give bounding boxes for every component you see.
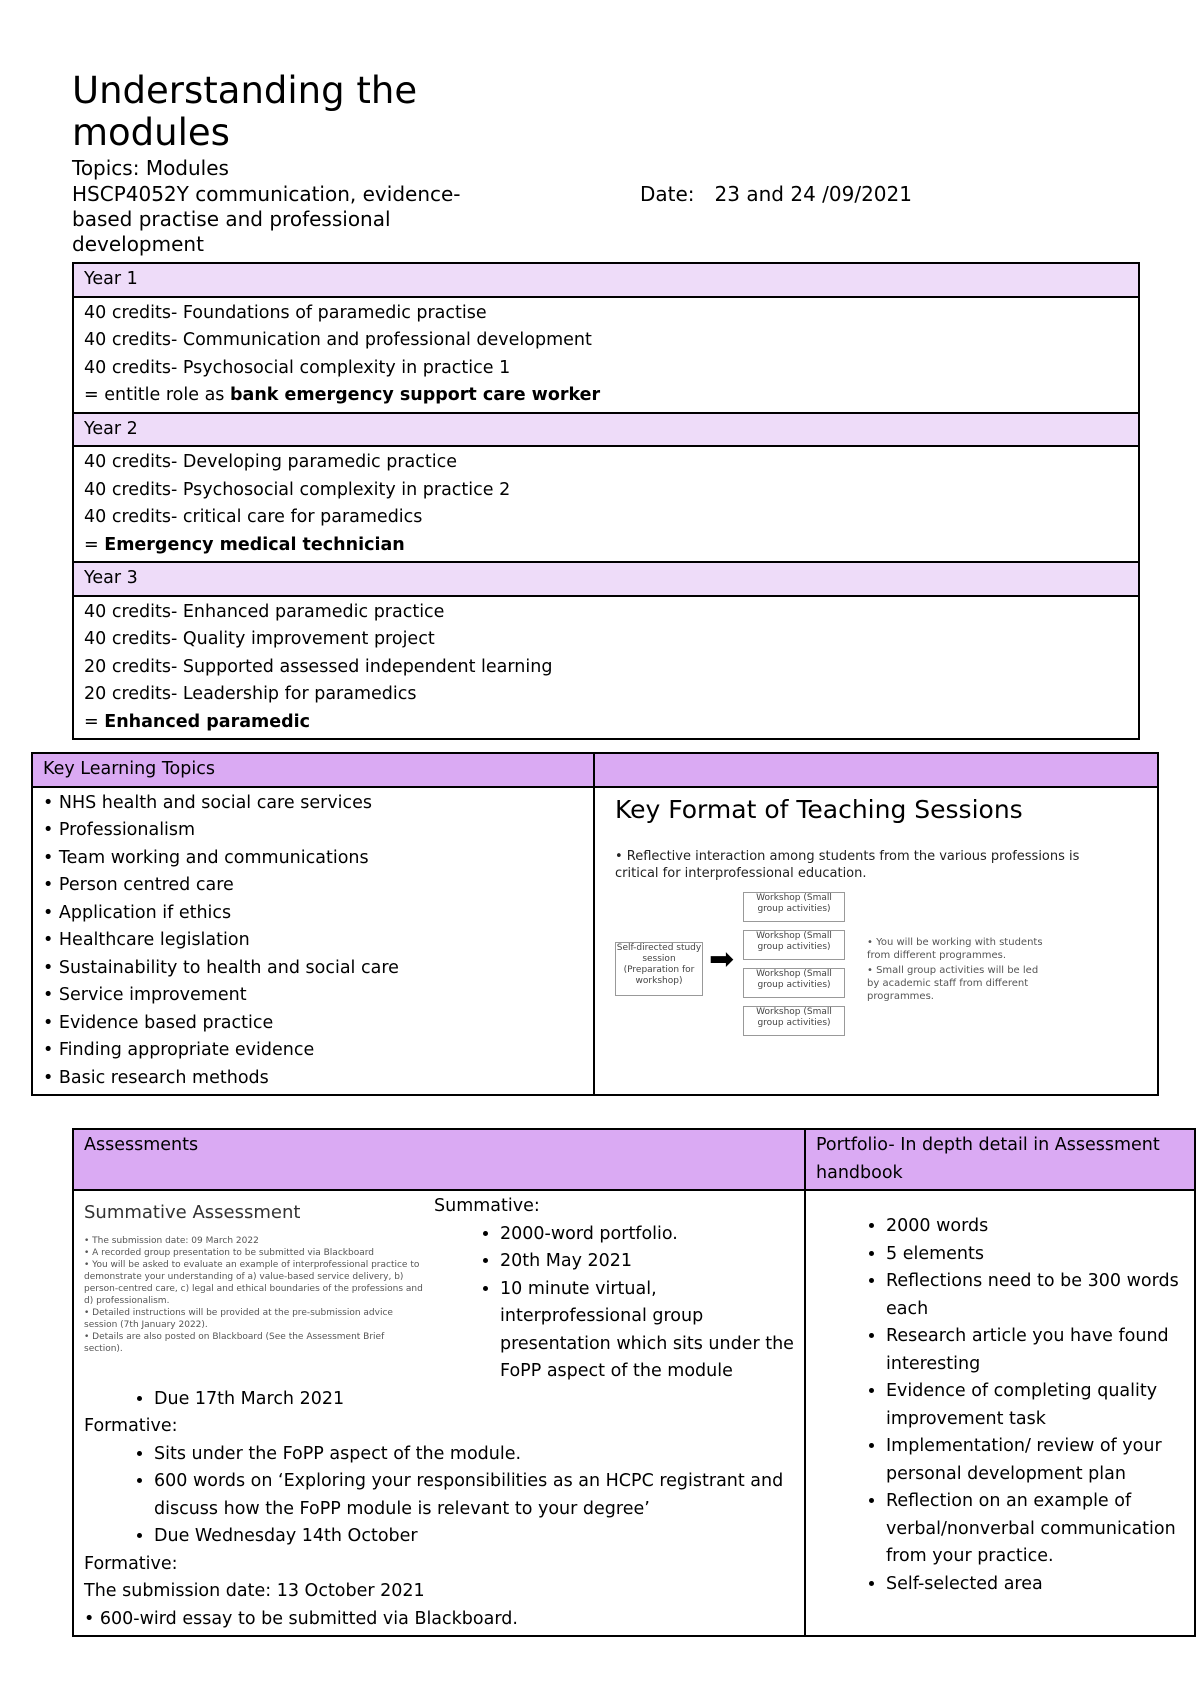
slide-note: • You will be working with students from different programmes.	[867, 936, 1043, 961]
list-item: • Team working and communications	[43, 847, 369, 868]
list-item: • 10 minute virtual, interprofessional group presentation which sits under the FoPP aspect of the module	[500, 1276, 794, 1386]
list-item: • Reflections need to be 300 words each	[886, 1268, 1184, 1323]
list-item: • 2000 words	[886, 1213, 1184, 1241]
list-item: • Due 17th March 2021	[154, 1386, 794, 1414]
format-heading	[594, 753, 1158, 787]
list-item: • Sustainability to health and social care	[43, 957, 399, 978]
list-item: • Finding appropriate evidence	[43, 1040, 315, 1060]
slide-title: Key Format of Teaching Sessions	[615, 794, 1023, 824]
list-item: • Reflection on an example of verbal/nonverbal communication from your practice.	[886, 1488, 1184, 1571]
list-item: • NHS health and social care services	[43, 792, 373, 813]
summative-section: Summative: • 2000-word portfolio. • 20th May 2021 • 10 minute virtual, interprofessional group presentation which sits under the FoPP aspect of the module	[434, 1193, 794, 1386]
workshop-box: Workshop (Small group activities)	[743, 930, 845, 960]
learning-table	[31, 752, 1159, 1096]
list-item: • Healthcare legislation	[43, 930, 250, 950]
session-date: Date: 23 and 24 /09/2021	[640, 182, 912, 206]
list-item: • Due Wednesday 14th October	[154, 1523, 794, 1551]
list-item: • Sits under the FoPP aspect of the module.	[154, 1441, 794, 1469]
portfolio-heading: Portfolio- In depth detail in Assessment handbook	[805, 1129, 1195, 1190]
topics-line: Topics: Modules	[72, 156, 229, 180]
year-2-heading: Year 2	[73, 413, 1139, 447]
list-item: • Service improvement	[43, 985, 247, 1005]
year-3-heading: Year 3	[73, 562, 1139, 596]
list-item: • Implementation/ review of your personal development plan	[886, 1433, 1184, 1488]
learning-heading: Key Learning Topics	[32, 753, 594, 787]
workshop-box: Workshop (Small group activities)	[743, 968, 845, 998]
list-item: • Application if ethics	[43, 902, 232, 923]
year-1-body: 40 credits- Foundations of paramedic practise 40 credits- Communication and professional development 40 credits- Psychosocial complexity in practice 1 = entitle role as bank emergency support care worker	[73, 297, 1139, 413]
portfolio-body	[805, 1190, 1195, 1636]
list-item: • Self-selected area	[886, 1571, 1184, 1599]
page-title: Understanding the modules	[72, 69, 418, 154]
assessments-table	[72, 1128, 1196, 1637]
year-2-body: 40 credits- Developing paramedic practice 40 credits- Psychosocial complexity in practice 2 40 credits- critical care for paramedics = Emergency medical technician	[73, 446, 1139, 562]
list-item: • 5 elements	[886, 1241, 1184, 1269]
module-title: HSCP4052Y communication, evidence- based practise and professional development	[72, 182, 461, 256]
year-3-body: 40 credits- Enhanced paramedic practice 40 credits- Quality improvement project 20 credits- Supported assessed independent learning 20 credits- Leadership for paramedics = Enhanced paramedic	[73, 596, 1139, 740]
arrow-right-icon: ➡	[709, 941, 735, 977]
list-item: • Research article you have found interesting	[886, 1323, 1184, 1378]
summative-slide: Summative Assessment • The submission date: 09 March 2022 • A recorded group presentation to be submitted via Blackboard • You will be asked to evaluate an example of interprofessional practice to demonstrate your understanding of a) value-based service delivery, b) person-centred care, c) legal and ethical boundaries of the professions and d) professionalism. • Detailed instructions will be provided at the pre-submission advice session (7th January 2022). • Details are also posted on Blackboard (See the Assessment Brief section).	[84, 1202, 423, 1354]
list-item: • 2000-word portfolio.	[500, 1221, 794, 1249]
workshop-box: Workshop (Small group activities)	[743, 1006, 845, 1036]
self-directed-box: Self-directed study session (Preparation for workshop)	[615, 942, 703, 996]
assessments-body: Summative Assessment • The submission date: 09 March 2022 • A recorded group presentation to be submitted via Blackboard • You will be asked to evaluate an example of interprofessional practice to demonstrate your understanding of a) value-based service delivery, b) person-centred care, c) legal and ethical boundaries of the professions and d) professionalism. • Detailed instructions will be provided at the pre-submission advice session (7th January 2022). • Details are also posted on Blackboard (See the Assessment Brief section). Summative: • 2000-word portfolio. • 20th May 2021 • 10 minute virtual, interprofessional group presentation which sits under the FoPP aspect of the module • Due 17th March 2021 Formative: • Sits under the FoPP aspect of the module. • 600 words on ‘Exploring your responsibilities as an HCPC registrant and discuss how the FoPP module is relevant to your degree’ • Due Wednesday 14th October Formative: The submission date: 13 October 2021 • 600-wird essay to be submitted via Blackboard.	[73, 1190, 805, 1636]
list-item: • Evidence based practice	[43, 1012, 274, 1033]
teaching-format-slide	[594, 787, 1158, 1096]
list-item: • 20th May 2021	[500, 1248, 794, 1276]
slide-note: • Small group activities will be led by academic staff from different programmes.	[867, 964, 1039, 1002]
workshop-box: Workshop (Small group activities)	[743, 892, 845, 922]
year-1-heading: Year 1	[73, 263, 1139, 297]
list-item: • 600 words on ‘Exploring your responsibilities as an HCPC registrant and discuss how the FoPP module is relevant to your degree’	[154, 1468, 794, 1523]
years-table	[72, 262, 1140, 740]
slide-bullet: • Reflective interaction among students from the various professions is critical for interprofessional education.	[615, 848, 1080, 881]
list-item: • Person centred care	[43, 875, 234, 895]
learning-topics	[32, 787, 594, 1096]
list-item: • Basic research methods	[43, 1067, 269, 1088]
list-item: • Evidence of completing quality improvement task	[886, 1378, 1184, 1433]
list-item: • Professionalism	[43, 820, 196, 840]
assessments-heading: Assessments	[73, 1129, 805, 1190]
